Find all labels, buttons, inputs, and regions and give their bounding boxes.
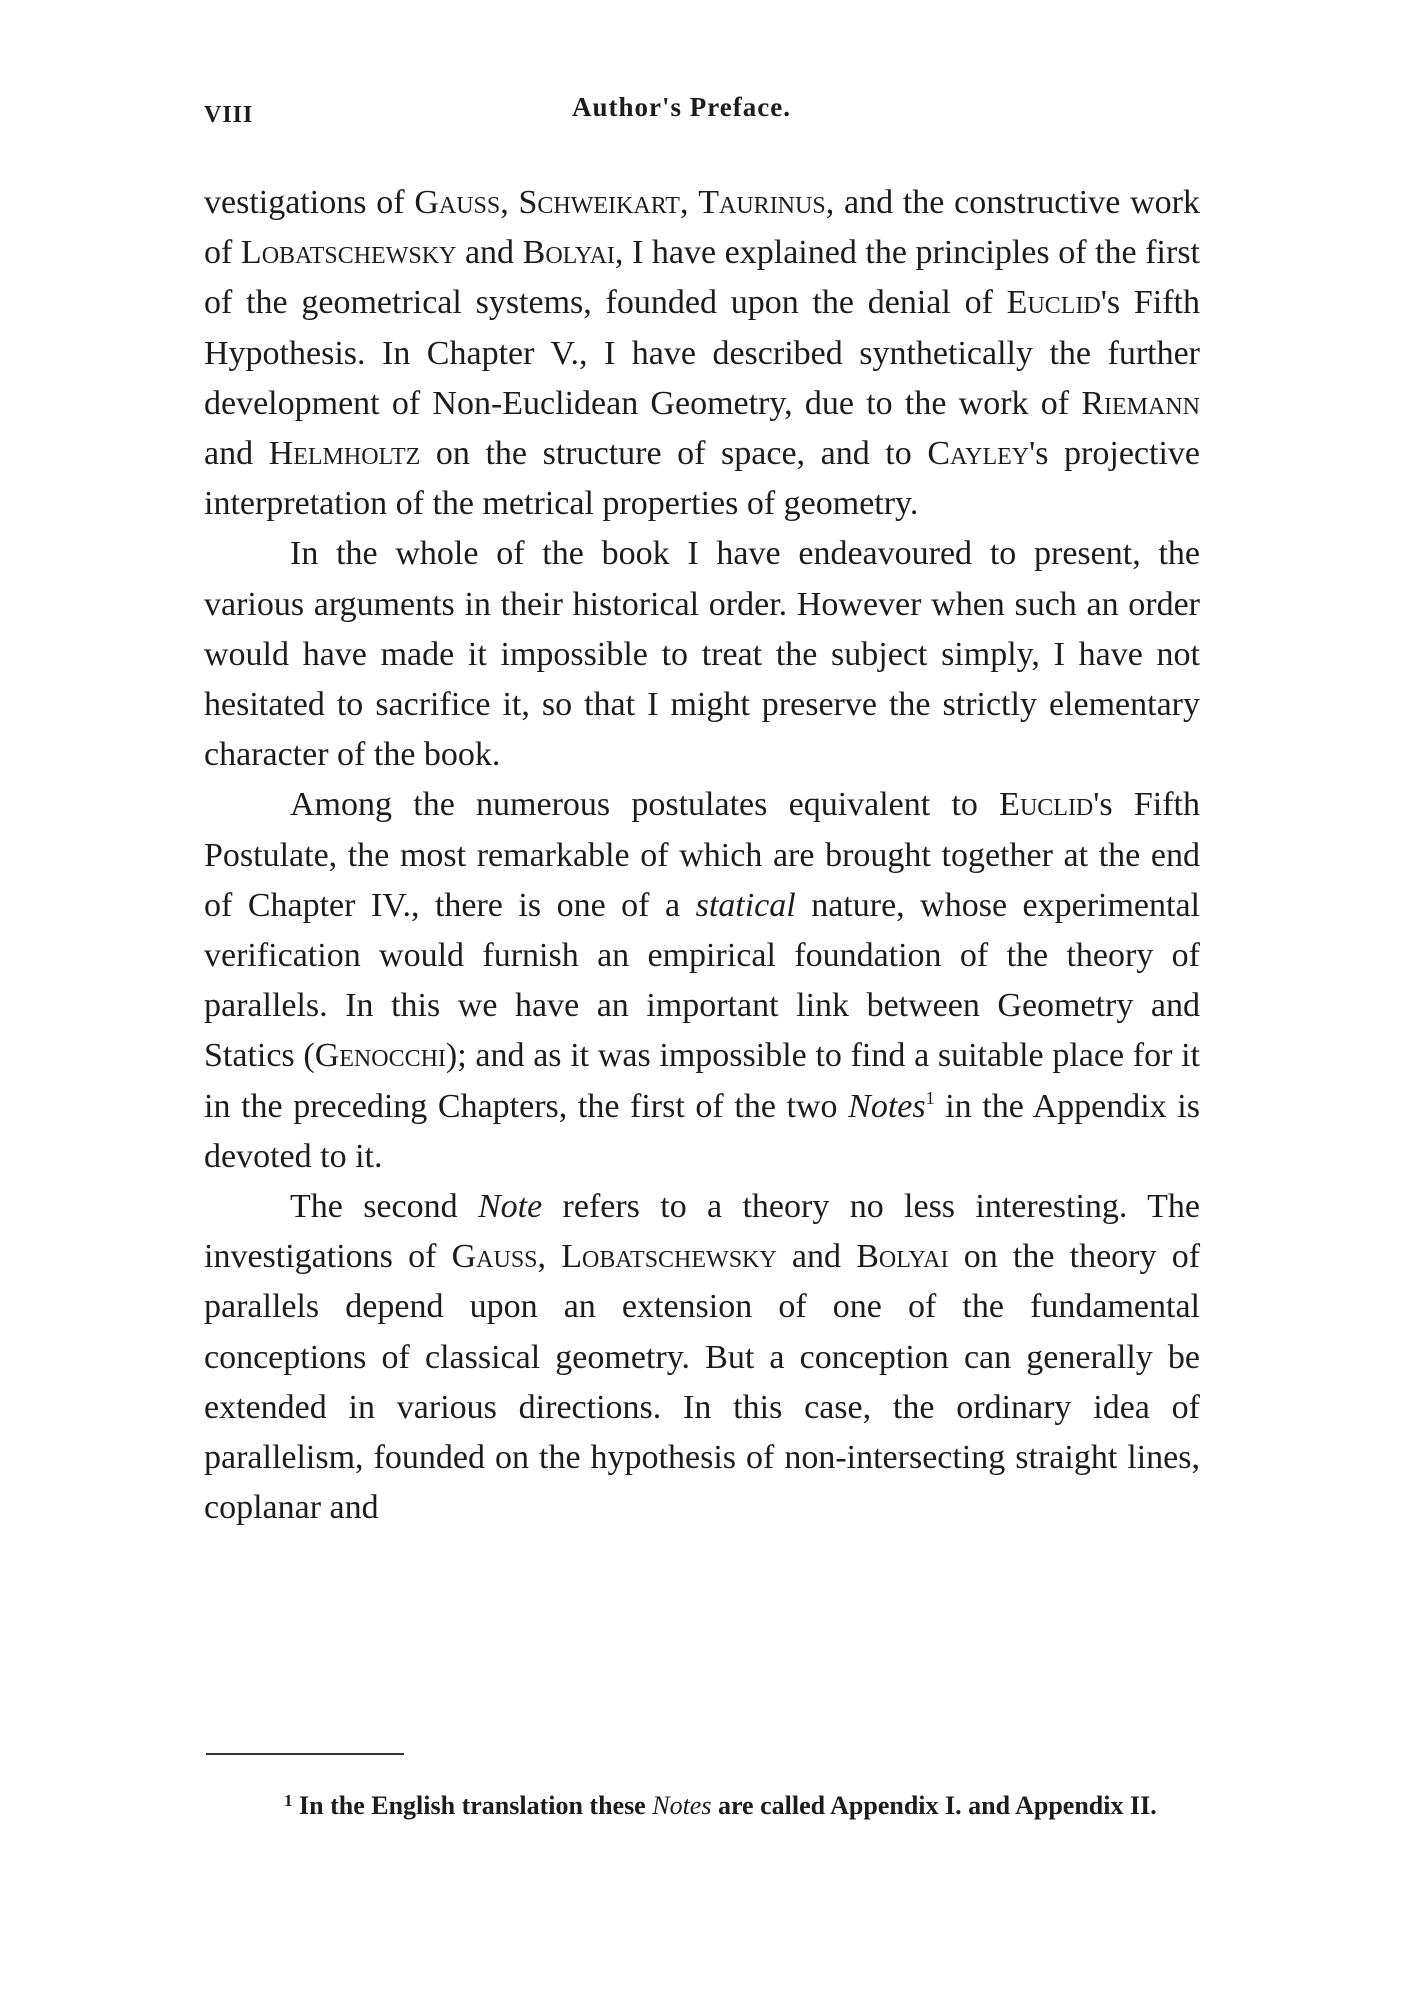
text-segment: nature, whose experimental verification would furnish an empirical foundation of the theory of parallels. In this we have an important link between Geometry and Statics ( (204, 886, 1201, 1075)
author-name: Lobatschewsky (240, 234, 457, 272)
paragraph (204, 780, 1200, 1182)
italic-term: Notes (848, 1087, 926, 1125)
paragraph (204, 1182, 1200, 1533)
text-segment: , (679, 184, 699, 221)
author-name: Euclid (999, 786, 1094, 824)
text-segment: and (204, 435, 269, 473)
text-segment: The second (290, 1188, 478, 1226)
author-name: Schweikart (518, 184, 680, 221)
author-name: Helmholtz (268, 435, 421, 473)
author-name: Bolyai (856, 1238, 949, 1276)
text-segment: , (500, 184, 519, 221)
italic-term: Note (477, 1188, 543, 1226)
text-segment: in the Appendix is devoted to it. (204, 1087, 1200, 1175)
text-segment: ); and as it was impossible to find a suitable place for it in the preceding Chapters, the first of the two (204, 1037, 1201, 1125)
author-name: Bolyai (522, 234, 615, 272)
body-text (204, 178, 1200, 1533)
author-name: Gauss (414, 184, 501, 221)
footnote-text-after: are called Appendix I. and Appendix II. (711, 1791, 1157, 1820)
footnote-text-before: In the English translation these (299, 1791, 653, 1820)
author-name: Riemann (1081, 384, 1200, 422)
text-segment: refers to a theory no less interesting. The investigations of (204, 1188, 1200, 1276)
italic-term: statical (695, 886, 796, 924)
text-segment: Among the numerous postulates equivalent to (290, 786, 1000, 824)
page-number: VIII (204, 102, 254, 128)
footnote-italic: Notes (652, 1791, 712, 1820)
text-segment: 's projective interpretation of the metrical properties of geometry. (204, 435, 1200, 523)
text-segment: 's Fifth Hypothesis. In Chapter V., I have described synthetically the further development of Non-Euclidean Geometry, due to the work of (204, 284, 1201, 422)
text-segment: and (456, 234, 523, 272)
author-name: Gauss (451, 1238, 538, 1276)
footnote (204, 1780, 1200, 1826)
footnote-reference: 1 (925, 1087, 935, 1108)
text-segment: , (537, 1238, 562, 1276)
text-segment: vestigations of (204, 184, 415, 221)
running-title: Author's Preface. (572, 92, 791, 122)
text-segment: on the structure of space, and to (420, 435, 928, 473)
paragraph (204, 529, 1200, 780)
paragraph (204, 178, 1200, 529)
author-name: Lobatschewsky (561, 1238, 777, 1276)
text-segment: on the theory of parallels depend upon an extension of one of the fundamental conceptions of classical geometry. But a conception can generally be extended in various directions. In this case, the ordinary idea of parallelism, founded on the hypothesis of non-intersecting straight lines, coplanar and (204, 1238, 1201, 1527)
text-segment: 's Fifth Postulate, the most remarkable of which are brought together at the end of Chapter IV., there is one of a (204, 786, 1200, 924)
author-name: Genocchi (314, 1037, 446, 1075)
footnote-marker: 1 (284, 1791, 293, 1810)
text-segment: In the whole of the book I have endeavoured to present, the various arguments in their historical order. However when such an order would have made it impossible to treat the subject simply, I have not hesitated to sacrifice it, so that I might preserve the strictly elementary character of the book. (204, 535, 1200, 774)
text-segment: and (776, 1238, 857, 1276)
author-name: Taurinus (698, 184, 826, 221)
text-segment: , I have explained the principles of the first of the geometrical systems, founded upon the denial of (204, 234, 1200, 322)
running-head (204, 92, 1200, 132)
author-name: Euclid (1006, 284, 1101, 322)
footnote-rule (206, 1753, 404, 1755)
text-segment: , and the constructive work of (204, 184, 1200, 272)
author-name: Cayley (927, 435, 1030, 473)
